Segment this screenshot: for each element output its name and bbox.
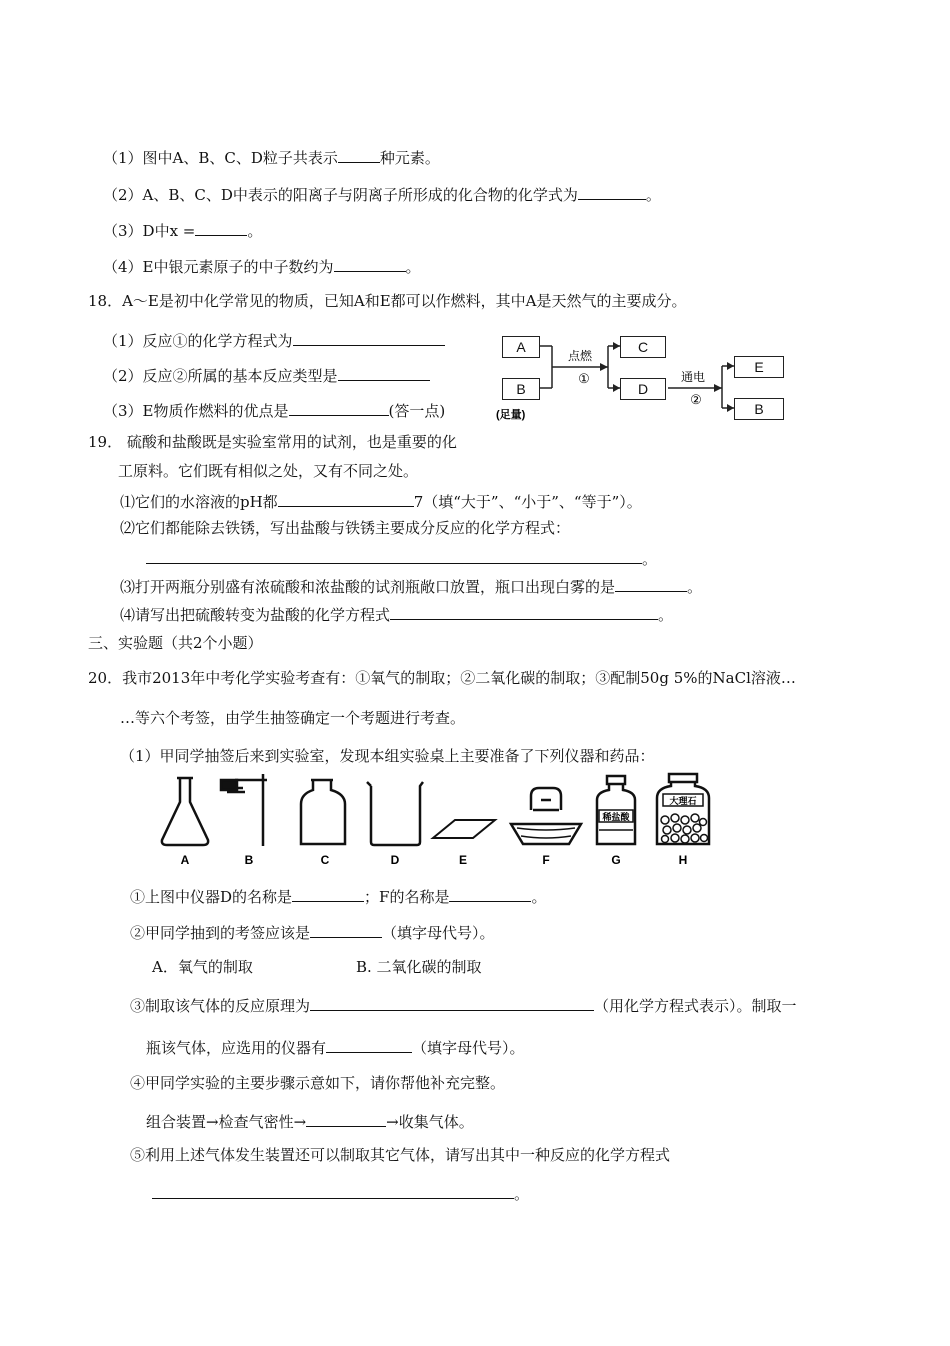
answer-blank[interactable]	[195, 219, 247, 236]
q17-sub1: （1）图中A、B、C、D粒子共表示 种元素。	[103, 146, 440, 168]
apparatus-label-a: A	[180, 853, 190, 867]
apparatus-label-f: F	[542, 853, 550, 867]
apparatus-figure	[155, 770, 735, 870]
box-c: C	[620, 336, 666, 358]
apparatus-drawings	[155, 770, 735, 870]
q20-stem-line1: 20．我市2013年中考化学实验考查有：①氧气的制取；②二氧化碳的制取；③配制50g 5%的NaCl溶液…	[88, 669, 796, 687]
q19-sub4: ⑷请写出把硫酸转变为盐酸的化学方程式 。	[120, 603, 673, 625]
answer-blank[interactable]	[292, 885, 364, 902]
answer-blank[interactable]	[146, 547, 642, 564]
answer-blank[interactable]	[338, 146, 380, 163]
q18-stem: 18．A～E是初中化学常见的物质，已知A和E都可以作燃料，其中A是天然气的主要成分。	[88, 292, 687, 310]
arrow2-label: 通电	[680, 370, 706, 384]
apparatus-label-b: B	[244, 853, 254, 867]
answer-blank[interactable]	[338, 364, 430, 381]
box-d: D	[620, 378, 666, 400]
answer-blank[interactable]	[449, 885, 531, 902]
arrow1-label: 点燃	[567, 349, 593, 363]
q20-sub1: （1）甲同学抽签后来到实验室，发现本组实验桌上主要准备了下列仪器和药品：	[120, 747, 655, 765]
q20-item5: ⑤利用上述气体发生装置还可以制取其它气体，请写出其中一种反应的化学方程式	[130, 1146, 671, 1164]
gas-bottle-icon	[301, 780, 345, 844]
water-trough-icon	[511, 824, 581, 844]
q19-sub1: ⑴它们的水溶液的pH都 7（填“大于”、“小于”、“等于”）。	[120, 490, 642, 512]
q19-sub2-answer: 。	[146, 547, 657, 569]
answer-blank[interactable]	[278, 490, 414, 507]
apparatus-label-e: E	[458, 853, 468, 867]
reaction-flow-diagram	[496, 326, 796, 426]
answer-blank[interactable]	[615, 575, 687, 592]
q19-sub2: ⑵它们都能除去铁锈，写出盐酸与铁锈主要成分反应的化学方程式：	[120, 519, 571, 537]
q20-item4-line2: 组合装置→检查气密性→ →收集气体。	[146, 1110, 474, 1132]
glass-plate-icon	[433, 820, 495, 838]
apparatus-label-d: D	[390, 853, 400, 867]
apparatus-label-c: C	[320, 853, 330, 867]
q17-sub2: （2）A、B、C、D中表示的阳离子与阴离子所形成的化合物的化学式为 。	[103, 183, 661, 205]
q17-sub4: （4）E中银元素原子的中子数约为 。	[103, 255, 421, 277]
section-3-heading: 三、实验题（共2个小题）	[88, 634, 263, 652]
answer-blank[interactable]	[310, 994, 594, 1011]
q20-item1: ①上图中仪器D的名称是 ；F的名称是 。	[130, 885, 546, 907]
bottle-g-label: 稀盐酸	[602, 812, 630, 822]
q20-item3-line2: 瓶该气体，应选用的仪器有 （填字母代号）。	[146, 1036, 525, 1058]
answer-blank[interactable]	[289, 399, 389, 416]
answer-blank[interactable]	[152, 1182, 514, 1199]
b-excess-note: (足量)	[496, 409, 526, 421]
answer-blank[interactable]	[334, 255, 406, 272]
box-e: E	[734, 356, 784, 378]
q18-sub3: （3）E物质作燃料的优点是 (答一点)	[103, 399, 445, 421]
answer-blank[interactable]	[578, 183, 646, 200]
q19-stem-line1: 19． 硫酸和盐酸既是实验室常用的试剂，也是重要的化	[88, 433, 457, 451]
bottle-h-label: 大理石	[669, 796, 697, 806]
marble-chips-icon	[661, 814, 708, 843]
q17-sub3: （3）D中x = 。	[103, 219, 262, 241]
q20-item3: ③制取该气体的反应原理为 （用化学方程式表示）。制取一	[130, 994, 797, 1016]
arrow2-number: ②	[690, 392, 702, 407]
answer-blank[interactable]	[390, 603, 658, 620]
q18-sub2: （2）反应②所属的基本反应类型是	[103, 364, 430, 386]
q20-stem-line2: …等六个考签，由学生抽签确定一个考题进行考查。	[120, 709, 466, 727]
box-b: B	[502, 378, 540, 400]
q20-item2: ②甲同学抽到的考签应该是 （填字母代号）。	[130, 921, 495, 943]
conical-flask-icon	[162, 778, 208, 845]
q18-sub1: （1）反应①的化学方程式为	[103, 329, 445, 351]
beaker-icon	[367, 782, 423, 845]
box-a: A	[502, 336, 540, 358]
arrow1-number: ①	[578, 371, 590, 386]
answer-blank[interactable]	[310, 921, 382, 938]
q20-option-b: B. 二氧化碳的制取	[356, 958, 482, 976]
answer-blank[interactable]	[326, 1036, 412, 1053]
q20-item4: ④甲同学实验的主要步骤示意如下，请你帮他补充完整。	[130, 1074, 506, 1092]
q19-stem-line2: 工原料。它们既有相似之处，又有不同之处。	[118, 462, 419, 480]
answer-blank[interactable]	[293, 329, 445, 346]
q19-sub3: ⑶打开两瓶分别盛有浓硫酸和浓盐酸的试剂瓶敞口放置，瓶口出现白雾的是 。	[120, 575, 702, 597]
apparatus-label-h: H	[678, 853, 688, 867]
apparatus-label-g: G	[611, 853, 621, 867]
answer-blank[interactable]	[306, 1110, 386, 1127]
q20-item5-answer: 。	[152, 1182, 529, 1204]
box-b2: B	[734, 398, 784, 420]
q20-option-a: A．氧气的制取	[152, 958, 253, 976]
